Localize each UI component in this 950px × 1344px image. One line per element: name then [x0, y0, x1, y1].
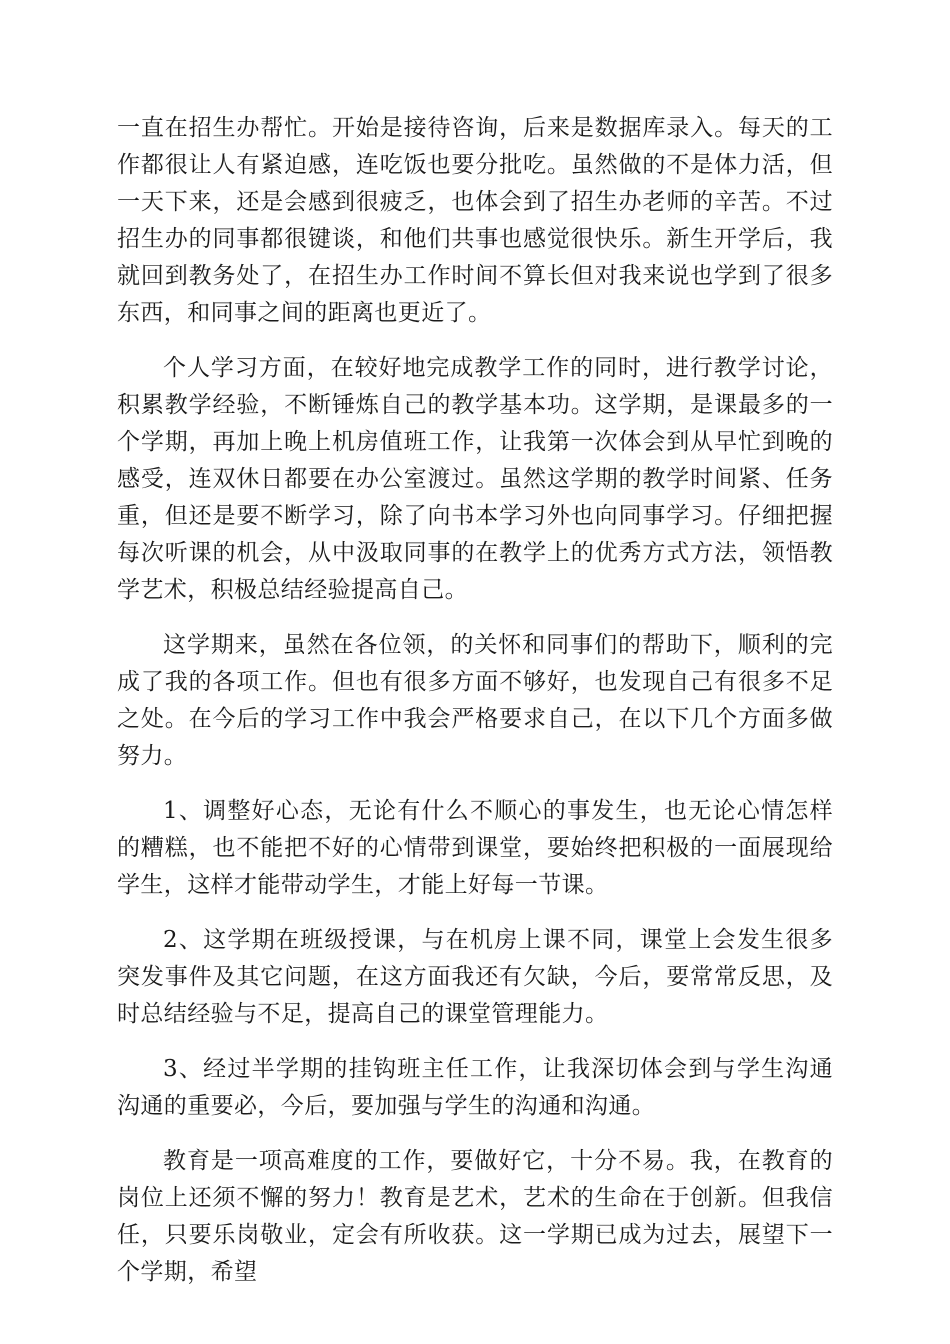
paragraph-semester-summary: 这学期来，虽然在各位领，的关怀和同事们的帮助下，顺利的完成了我的各项工作。但也有很多方面不够好，也发现自己有很多不足之处。在今后的学习工作中我会严格要求自己，在以下几个方面多做努力。	[117, 632, 833, 769]
paragraph-conclusion: 教育是一项高难度的工作，要做好它，十分不易。我，在教育的岗位上还须不懈的努力！教育是艺术，艺术的生命在于创新。但我信任，只要乐岗敬业，定会有所收获。这一学期已成为过去，展望下一个学期，希望	[117, 1148, 833, 1285]
paragraph-personal-study: 个人学习方面，在较好地完成教学工作的同时，进行教学讨论，积累教学经验，不断锤炼自己的教学基本功。这学期，是课最多的一个学期，再加上晚上机房值班工作，让我第一次体会到从早忙到晚的感受，连双休日都要在办公室渡过。虽然这学期的教学时间紧、任务重，但还是要不断学习，除了向书本学习外也向同事学习。仔细把握每次听课的机会，从中汲取同事的在教学上的优秀方式方法，领悟教学艺术，积极总结经验提高自己。	[117, 355, 833, 603]
paragraph-point-2: 2、这学期在班级授课，与在机房上课不同，课堂上会发生很多突发事件及其它问题，在这方面我还有欠缺，今后，要常常反思，及时总结经验与不足，提高自己的课堂管理能力。	[117, 927, 833, 1027]
paragraph-point-1: 1、调整好心态，无论有什么不顺心的事发生，也无论心情怎样的糟糕，也不能把不好的心情带到课堂，要始终把积极的一面展现给学生，这样才能带动学生，才能上好每一节课。	[117, 798, 833, 898]
paragraph-admissions-office: 一直在招生办帮忙。开始是接待咨询，后来是数据库录入。每天的工作都很让人有紧迫感，连吃饭也要分批吃。虽然做的不是体力活，但一天下来，还是会感到很疲乏，也体会到了招生办老师的辛苦。不过招生办的同事都很键谈，和他们共事也感觉很快乐。新生开学后，我就回到教务处了，在招生办工作时间不算长但对我来说也学到了很多东西，和同事之间的距离也更近了。	[117, 115, 833, 326]
paragraph-point-3: 3、经过半学期的挂钩班主任工作，让我深切体会到与学生沟通沟通的重要必，今后，要加强与学生的沟通和沟通。	[117, 1056, 833, 1119]
document-body	[117, 110, 833, 1309]
